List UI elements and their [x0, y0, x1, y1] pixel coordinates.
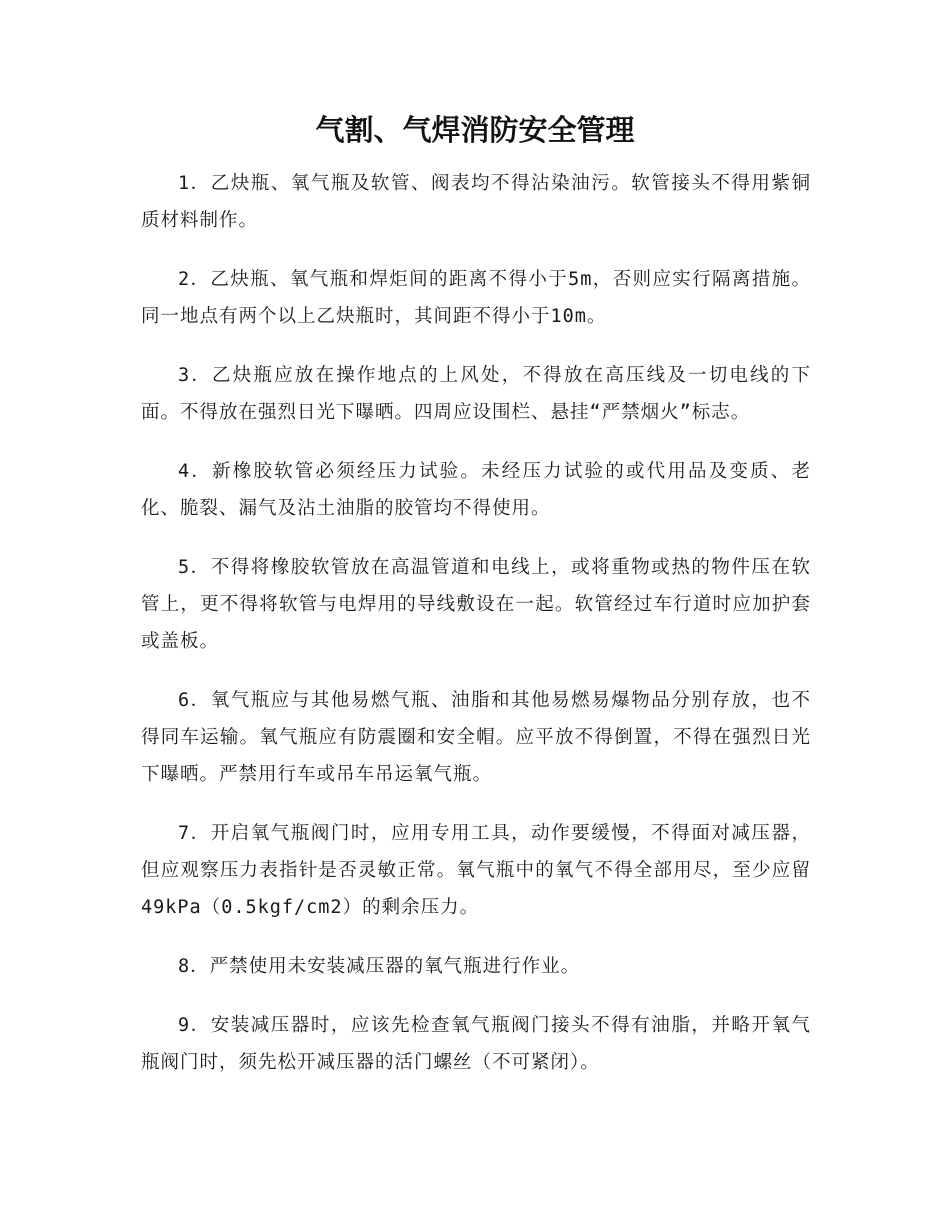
paragraph-6: 6．氧气瓶应与其他易燃气瓶、油脂和其他易燃易爆物品分别存放，也不得同车运输。氧气瓶应有防震圈和安全帽。应平放不得倒置，不得在强烈日光下曝晒。严禁用行车或吊车吊运氧气瓶。 [141, 690, 811, 785]
paragraph-4: 4．新橡胶软管必须经压力试验。未经压力试验的或代用品及变质、老化、脆裂、漏气及沾土油脂的胶管均不得使用。 [141, 461, 811, 519]
paragraph-1: 1．乙炔瓶、氧气瓶及软管、阀表均不得沾染油污。软管接头不得用紫铜质材料制作。 [141, 173, 811, 231]
document-title: 气割、气焊消防安全管理 [315, 113, 635, 147]
paragraph-9: 9．安装减压器时，应该先检查氧气瓶阀门接头不得有油脂，并略开氧气瓶阀门时，须先松开减压器的活门螺丝（不可紧闭）。 [141, 1015, 811, 1073]
paragraph-8: 8．严禁使用未安装减压器的氧气瓶进行作业。 [178, 956, 581, 977]
paragraph-5: 5．不得将橡胶软管放在高温管道和电线上，或将重物或热的物件压在软管上，更不得将软管与电焊用的导线敷设在一起。软管经过车行道时应加护套或盖板。 [141, 557, 811, 652]
document-body [141, 165, 811, 1103]
paragraph-3: 3．乙炔瓶应放在操作地点的上风处，不得放在高压线及一切电线的下面。不得放在强烈日光下曝晒。四周应设围栏、悬挂“严禁烟火”标志。 [141, 365, 811, 423]
paragraph-7: 7．开启氧气瓶阀门时，应用专用工具，动作要缓慢，不得面对减压器，但应观察压力表指针是否灵敏正常。氧气瓶中的氧气不得全部用尽，至少应留49kPa（0.5kgf/cm2）的剩余压力。 [141, 823, 811, 918]
paragraph-2: 2．乙炔瓶、氧气瓶和焊炬间的距离不得小于5m，否则应实行隔离措施。同一地点有两个以上乙炔瓶时，其间距不得小于10m。 [141, 269, 811, 327]
